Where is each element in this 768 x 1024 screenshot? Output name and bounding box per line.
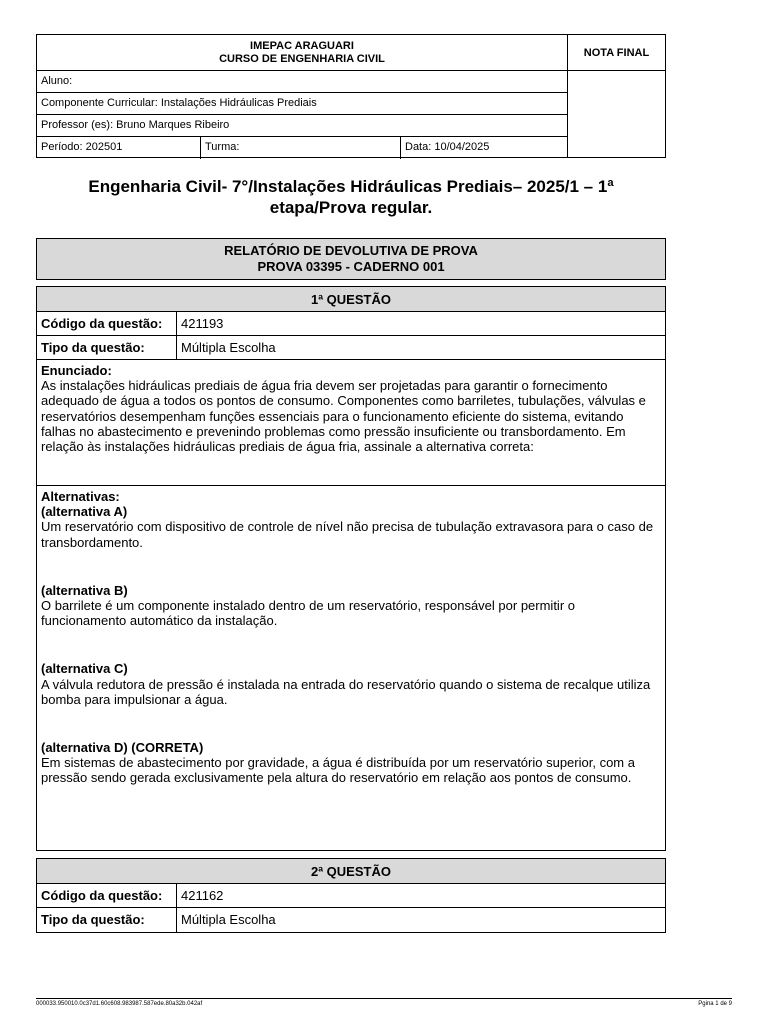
alternative-label: (alternativa A) [41,504,128,520]
page-title [36,176,666,218]
student-field: Aluno: [37,71,567,93]
question-statement [37,360,665,486]
alternative-label: (alternativa C) [41,661,128,677]
question-code-value: 421193 [181,316,224,331]
footer-divider [36,998,732,999]
professor-field: Professor (es): Bruno Marques Ribeiro [37,115,567,137]
final-grade-label: NOTA FINAL [568,35,665,71]
header-table [36,34,666,158]
alternatives-label: Alternativas: [41,489,120,504]
title-line-1: Engenharia Civil- 7°/Instalações Hidráulicas Prediais– 2025/1 – 1ª [88,177,614,196]
alternatives-section [37,486,665,850]
question-type-row [37,908,665,932]
report-header [36,238,666,280]
alternative-label: (alternativa B) [41,582,128,598]
question-code-label: Código da questão: [37,884,177,907]
question-2-block [36,858,666,933]
question-code-row [37,884,665,908]
document-id: 000033.950010.0c37d1.60c608.983987.587ede.80a32b.042af [36,1001,203,1007]
alternative-b [41,583,661,629]
question-heading: 1ª QUESTÃO [37,287,665,312]
question-type-label: Tipo da questão: [37,908,177,932]
alternative-c [41,661,661,707]
final-grade-box [567,35,665,157]
question-type-row [37,336,665,360]
class-field: Turma: [201,137,401,159]
report-title: RELATÓRIO DE DEVOLUTIVA DE PROVA [224,243,478,258]
alternative-text: Um reservatório com dispositivo de controle de nível não precisa de tubulação extravasora para o caso de transbordamento. [41,519,654,550]
question-code-label: Código da questão: [37,312,177,335]
alternative-text: Em sistemas de abastecimento por gravidade, a água é distribuída por um reservatório superior, com a pressão sendo gerada exclusivamente pela altura do reservatório em relação aos pontos de consumo. [41,755,635,786]
alternative-label: (alternativa D) (CORRETA) [41,740,204,756]
institution-name: IMEPAC ARAGUARI [250,40,354,52]
course-name: CURSO DE ENGENHARIA CIVIL [219,53,385,65]
question-1-block [36,286,666,851]
report-subtitle: PROVA 03395 - CADERNO 001 [257,259,445,274]
alternative-text: O barrilete é um componente instalado dentro de um reservatório, responsável por permitir o funcionamento automático da instalação. [41,598,575,629]
title-line-2: etapa/Prova regular. [269,198,433,217]
question-code-row [37,312,665,336]
question-heading: 2ª QUESTÃO [37,859,665,884]
question-code-value: 421162 [181,888,224,903]
question-type-label: Tipo da questão: [37,336,177,359]
period-row [37,137,567,159]
component-field: Componente Curricular: Instalações Hidráulicas Prediais [37,93,567,115]
statement-label: Enunciado: [41,363,112,378]
alternative-d-correct [41,740,661,786]
header-info [37,35,567,157]
page-number: Pgina 1 de 9 [698,1001,732,1007]
alternative-text: A válvula redutora de pressão é instalada na entrada do reservatório quando o sistema de recalque utiliza bomba para impulsionar a água. [41,676,651,707]
period-field: Período: 202501 [37,137,201,159]
alternative-a [41,504,661,550]
date-field: Data: 10/04/2025 [405,141,490,153]
institution-block [37,35,567,71]
question-type-value: Múltipla Escolha [181,912,276,927]
statement-text: As instalações hidráulicas prediais de água fria devem ser projetadas para garantir o fornecimento adequado de água a todos os pontos de consumo. Componentes como barriletes, tubulações, válvulas e reservatórios desempenham funções essenciais para o funcionamento eficiente do sistema, evitando falhas no abastecimento e prevenindo problemas como pressão insuficiente ou transbordamento. Em relação às instalações hidráulicas prediais de água fria, assinale a alternativa correta: [41,378,646,455]
question-type-value: Múltipla Escolha [181,340,276,355]
